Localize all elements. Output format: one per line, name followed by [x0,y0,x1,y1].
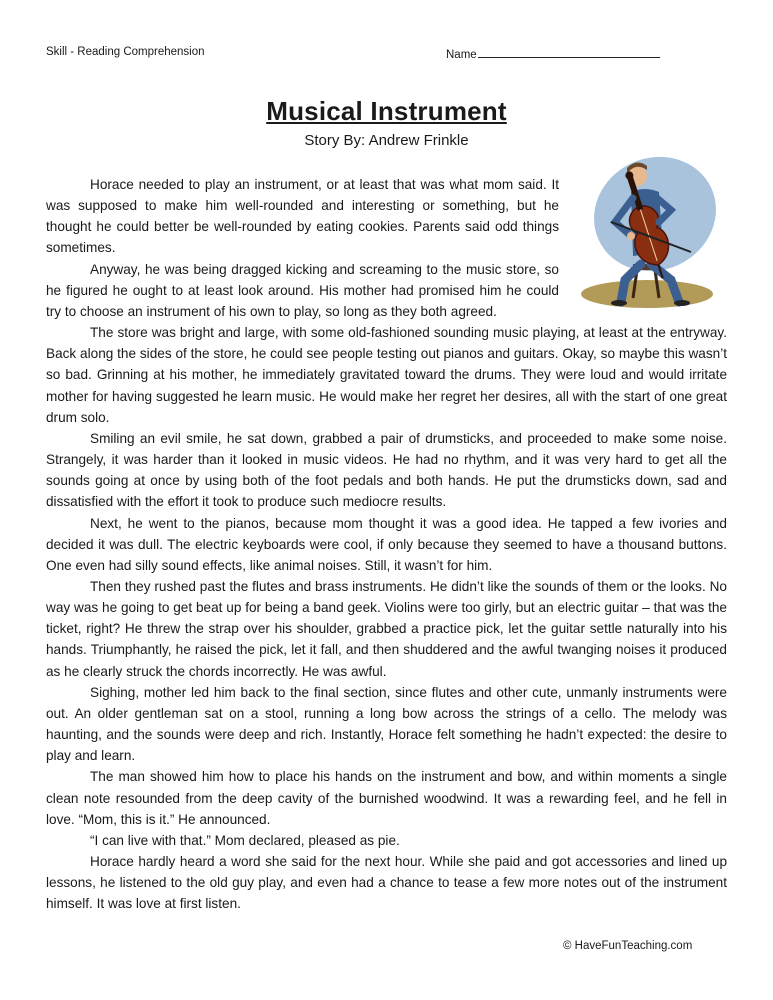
story-paragraph: The store was bright and large, with some old-fashioned sounding music playing, at least at the entryway. Back along the sides of the store, he could see people testing out pianos and guitars. Okay, so maybe this wasn’t so bad. Grinning at his mother, he immediately gravitated toward the drums. They were loud and would irritate mother for having suggested he learn music. He would make her regret her desires, all with the start of one great drum solo. [46,325,727,425]
story-byline: Story By: Andrew Frinkle [304,132,469,149]
story-paragraph: Next, he went to the pianos, because mom thought it was a good idea. He tapped a few ivories and decided it was dull. The electric keyboards were cool, if only because they seemed to have a thousand buttons. One even had silly sound effects, like animal noises. Still, it wasn’t for him. [46,515,727,573]
copyright-footer: © HaveFunTeaching.com [563,940,693,952]
story-paragraph: Smiling an evil smile, he sat down, grabbed a pair of drumsticks, and proceeded to make some noise. Strangely, it was harder than it looked in music videos. He had no rhythm, and it was very hard to get all the sounds going at once by using both of the foot pedals and both hands. He put the drumsticks down, sad and dissatisfied with the effort it took to produce such mediocre results. [46,430,727,510]
story-paragraph: Then they rushed past the flutes and brass instruments. He didn’t like the sounds of them or the looks. No way was he going to get beat up for being a band geek. Violins were too girly, but an electric guitar – that was the ticket, right? He threw the strap over his shoulder, grabbed a practice pick, let the guitar settle naturally into his hands. Triumphantly, he raised the pick, let it fall, and then shuddered and the awful twanging noises it produced as he clearly struck the chords incorrectly. He was awful. [46,578,727,679]
name-label: Name [446,49,477,61]
name-field [446,46,660,61]
skill-label: Skill - Reading Comprehension [46,46,205,58]
story-paragraph: Anyway, he was being dragged kicking and screaming to the music store, so he figured he ought to at least look around. His mother had promised him he could try to choose an instrument of his own to play, so long as they both agreed. [46,261,559,319]
story-title: Musical Instrument [266,96,507,126]
story-text [46,174,727,914]
story-paragraph: Horace hardly heard a word she said for the next hour. While she paid and got accessories and lined up lessons, he listened to the old guy play, and even had a chance to tease a few more notes out of the instrument himself. It was love at first listen. [46,854,727,912]
story-paragraph: Sighing, mother led him back to the final section, since flutes and other cute, unmanly instruments were out. An older gentleman sat on a stool, running a long bow across the strings of a cello. The melody was haunting, and the sounds were deep and rich. Instantly, Horace felt something he hadn’t expected: the desire to play and learn. [46,684,727,764]
story-paragraph: The man showed him how to place his hands on the instrument and bow, and within moments a single clean note resounded from the deep cavity of the burnished woodwind. It was a rewarding feel, and he fell in love. “Mom, this is it.” He announced. [46,769,727,827]
name-blank-line [478,46,660,58]
story-paragraph: Horace needed to play an instrument, or at least that was what mom said. It was supposed to make him well-rounded and interesting or something, but he thought he could better be well-rounded by eating cookies. Parents said odd things sometimes. [46,177,559,256]
story-paragraph: “I can live with that.” Mom declared, pleased as pie. [90,832,400,848]
